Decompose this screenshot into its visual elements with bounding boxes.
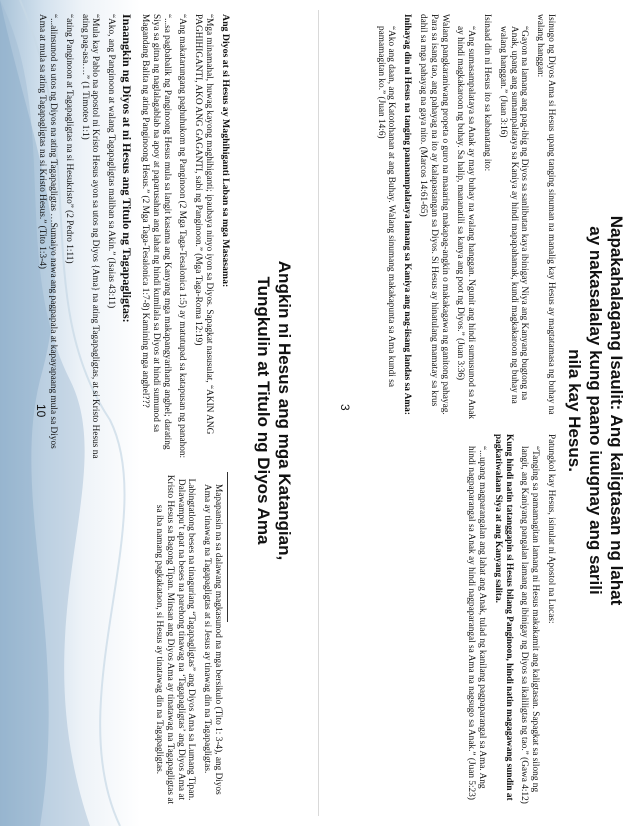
- paragraph-mapapansin: Mapapansin na sa dalawang magkasunod na mga bersikulo (Tito 1: 3-4), ang Diyos Ama ay tinawag na Tagapagligtas at si Jesus ay tinawag din na Tagapagligtas.: [202, 484, 223, 795]
- paragraph-gawa-4-12: “Tanging sa pamamagitan lamang ni Hesus makakamit ang kaligtasan. Sapagkat sa silong ng langit, ang Kaniyang pangalan lamang ang ibinigay ng Diyos sa ikaliligtas ng tao.” (Gawa 4:12): [519, 446, 541, 804]
- right-page: [332, 8, 632, 813]
- paragraph-isinaad: Isinaad din ni Hesus ito sa kabanatang ito:: [482, 14, 493, 172]
- right-title-line-2: ay nakasalalay kung paano iuugnay ang sarili: [586, 226, 606, 595]
- heading-paghihiganti: Ang Diyos at si Hesus ay Maghihiganti Laban sa mga Masasama:: [220, 14, 231, 288]
- paragraph-inihayag: Inihayag din ni Hesus na tanging pananampalataya lamang sa Kaniya ang nag-iisang landas sa Ama:: [402, 14, 413, 415]
- left-column-1: [31, 8, 234, 466]
- footnote-rule: [227, 472, 228, 622]
- paragraph-paghuhukom: “Ang makatarungang paghuhukom ng Panginoon (2 Mga Taga-Tesalonica 1:5) ay matutupad sa katapusan ng panahon:: [177, 14, 188, 459]
- left-title-line-1: Angkin ni Hesus ang mga Katangian,: [275, 260, 294, 561]
- page-divider: [318, 10, 319, 816]
- right-page-columns: [370, 8, 556, 813]
- paragraph-juan-3-16: “Gayon na lamang ang pag-ibig ng Diyos sa sanlibutan kaya ibinigay Niya ang Kanyang bugtong na Anak, upang ang sumampalataya sa Kaniya ay hindi mapapahamak, kundi magkakaroon ng buhay na walang hanggan.” (Juan 3:16): [497, 26, 530, 404]
- paragraph-juan-14-6: “Ako ang daan, ang Katotohanan at ang Buhay. Walang sinumang makakapunta sa Ama kundi sa pamamagitan ko.” (Juan 14:6): [375, 26, 397, 387]
- paragraph-timoteo: “Mula kay Pablo na apostol ni Kristo Hesus ayon sa utos ng Diyos {Ama} na ating Tagapagligtas, at si Kristo Hesus na ating pag-asa….” (1 Timoteo 1:1): [79, 14, 101, 459]
- heading-tagapagligtas: Inaangkin ng Diyos at ni Hesus ang Titulo ng Tagapagligtas:: [120, 14, 135, 323]
- left-page-number: 10: [34, 404, 48, 418]
- right-page-title: [560, 8, 632, 813]
- left-page-title: [238, 8, 310, 813]
- left-page: [25, 8, 310, 813]
- right-title-line-1: Napakahalagang Isaulit: Ang kaligtasan ng lahat: [607, 215, 627, 606]
- paragraph-patungkol: Patungkol kay Hesus, isinulat ni Apostol na Lucas:: [546, 434, 556, 624]
- left-title-line-2: Tungkulin at Titulo ng Diyos Ama: [254, 276, 273, 545]
- paragraph-labingtatlong: Labingtatlong beses na tinaguriang “Tagapagligtas” ang Diyos Ama sa Lumang Tipan. Dalawampu’t apat na beses na parehong tinawag na ‘Tagapagligtas’ ang Diyos Ama at Kristo Hesus sa Bagong Tipan. Minsan ang Diyos Ama ay tinatawag na Tagapagligtas at sa iba namang pagkakataon, si Hesus ay tinatawag din na Tagapagligtas.: [154, 474, 197, 805]
- paragraph-tesalonica: “...sa pagbabalik ng Panginoong Hesus mula sa langit kasama ang Kanyang mga makapangyarihang anghel; darating Siya sa gitna ng naglalagablab na apoy at paparusahan ang lahat ng hindi kumilala sa Diyos at hindi sumunod sa Magandang Balita ng ating Panginoong Hesus.” (2 Mga Taga-Tesalonica 1:7-8) Kamining mga anghel???: [140, 14, 172, 450]
- paragraph-isinugo: Isinugo ng Diyos Ama si Hesus upang tanging sinuman na manalig kay Hesus ay magtatamasa ng buhay na walang hanggan:: [535, 14, 556, 415]
- paragraph-juan-5-23: “...upang magparangalan ang lahat ang Anak, tulad ng kanilang pagpaparangal sa Ama. Ang hindi nagpaparangal sa Anak ay hindi nagpaparangal sa Ama na nagsugo sa Anak.” (Juan 5:23): [466, 446, 488, 800]
- left-page-columns: [31, 8, 234, 813]
- paragraph-isaias: “Ako, ang Panginoon at walang Tagapagligtas maliban sa Akin.” (Isaias 43:11): [106, 14, 117, 309]
- paragraph-walang-pangkaraniwang: Walang pangkaraniwang propeta o guro na maaaring makapag-angkin o makakagawa ng ganitong pahayag. Para sa isang tao, ang pahayag na ito ay kalapastangan sa Diyos. Si Hesus ay hinatulang mamatay sa krus dahil sa mga pahayag na gaya nito. (Marcos 14:61-65): [418, 14, 450, 415]
- right-title-line-3: nila kay Hesus.: [565, 349, 585, 472]
- right-column-2: [370, 428, 556, 813]
- right-column-1: [370, 8, 556, 428]
- paragraph-roma: “Mga minamahal, huwag kayong maghihiganti; ipaubaya ninyo iyon sa Diyos. Sapagkat nasusulat, “AKIN ANG PAGHIHIGANTI, AKO ANG GAGANTI, sabi ng Panginoon.” (Mga Taga-Roma 12:19): [193, 14, 214, 435]
- left-column-2: [31, 466, 234, 813]
- paragraph-tito: “...alinsunod sa utos ng Diyos na ating Tagapagligtas …Sumaiyo nawa ang pagpapala at kapayapaang mula sa Diyos Ama at mula sa ating Tagapagligtas na si Kristo Hesus.” (Tito 1:3-4): [37, 14, 59, 449]
- paragraph-kung-hindi: Kung hindi natin tatanggapin si Hesus bilang Panginoon, hindi natin magagawang sundin at pagkatiwalaan Siya at ang Kanyang salita.: [492, 434, 514, 801]
- paragraph-juan-3-36: “Ang sumasampalataya sa Anak ay may buhay na walang hanggan. Ngunit ang hindi sumusunod sa Anak ay hindi magkakaroon ng buhay. Sa halip, mananatili sa kanya ang poot ng Diyos.” (Juan 3:36): [455, 26, 477, 419]
- paragraph-pedro: “ating Panginoon at Tagapagligtas na si Hesukristo” (2 Pedro 1:11): [63, 14, 74, 264]
- right-page-number: 3: [338, 404, 352, 411]
